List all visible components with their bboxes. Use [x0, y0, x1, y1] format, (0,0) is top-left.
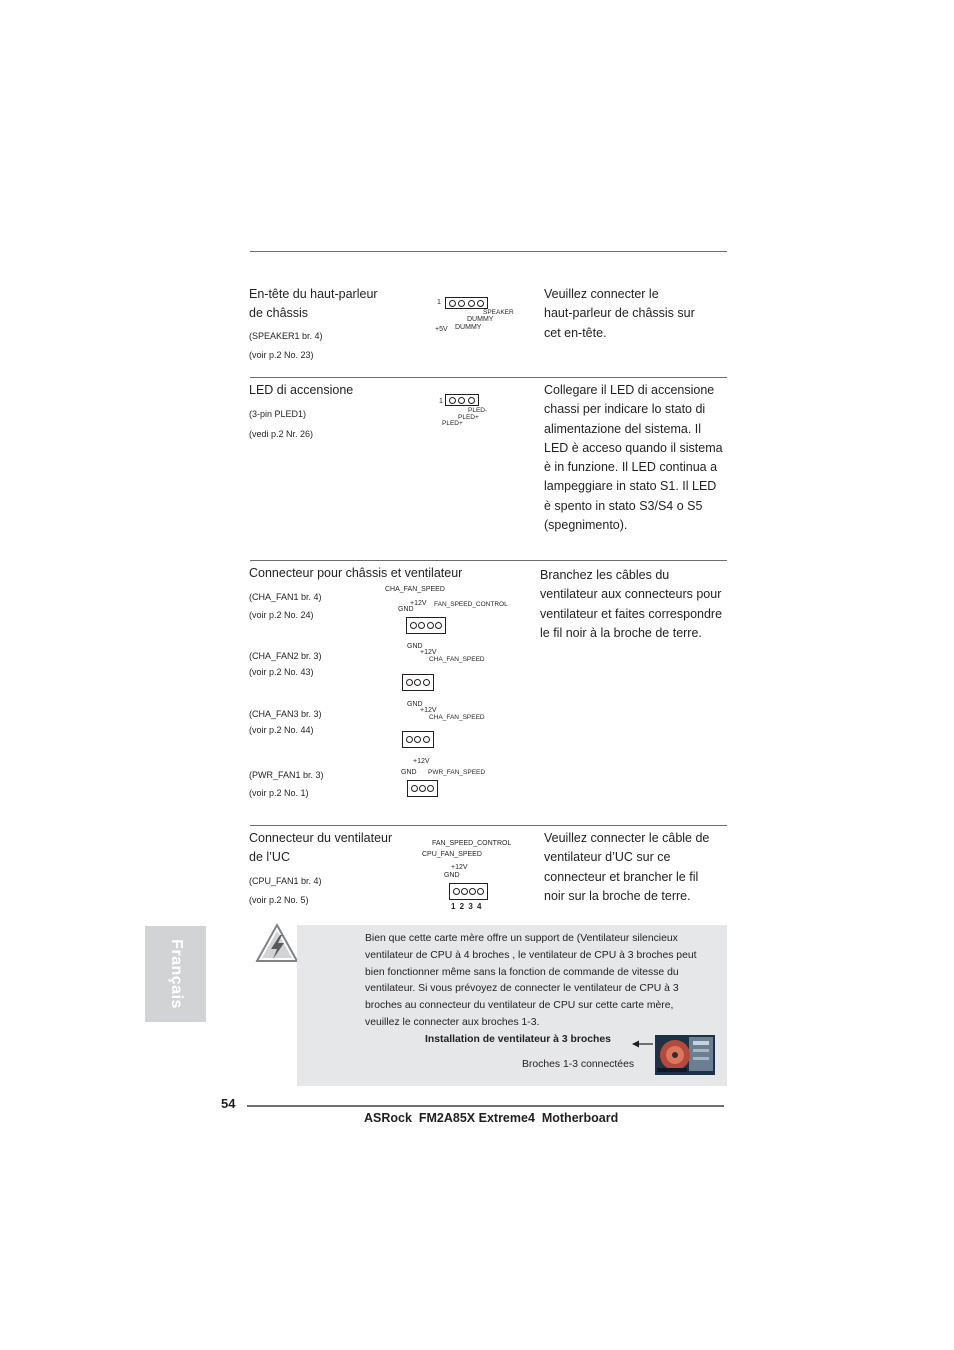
arrow-left-icon	[632, 1036, 654, 1046]
led-sub: (3-pin PLED1) (vedi p.2 Nr. 26)	[249, 409, 314, 439]
cha-fan2-sub: (CHA_FAN2 br. 3) (voir p.2 No. 43)	[249, 651, 322, 677]
top-rule	[250, 251, 727, 252]
cpu-fan-sub: (CPU_FAN1 br. 4) (voir p.2 No. 5)	[249, 876, 322, 905]
footer-rule	[247, 1105, 724, 1107]
cha-fan1-sub: (CHA_FAN1 br. 4) (voir p.2 No. 24)	[249, 592, 322, 620]
fan-desc: Branchez les câbles du ventilateur aux connecteurs pour ventilateur et faites correspondre le fil noir à la broche de terre.	[540, 568, 723, 640]
note-box	[297, 925, 727, 1086]
pwr-fan1-sub: (PWR_FAN1 br. 3) (voir p.2 No. 1)	[249, 770, 324, 798]
install-caption: Broches 1-3 connectées	[522, 1059, 635, 1070]
rule-2	[250, 560, 727, 561]
rule-1	[250, 377, 727, 378]
speaker-sub: (SPEAKER1 br. 4) (voir p.2 No. 23)	[249, 331, 323, 360]
warning-icon	[254, 922, 300, 964]
install-title: Installation de ventilateur à 3 broches	[425, 1034, 611, 1045]
page-number: 54	[221, 1096, 236, 1111]
pwr-fan1-diagram: +12V GND PWR_FAN_SPEED	[400, 757, 500, 801]
cha-fan3-diagram: GND +12V CHA_FAN_SPEED	[400, 700, 500, 752]
speaker-title: En-tête du haut-parleur de châssis	[249, 287, 378, 321]
led-title: LED di accensione	[249, 383, 354, 397]
led-desc: Collegare il LED di accensione chassi per indicare lo stato di alimentazione del sistema. Il LED è acceso quando il sistema è in funzione. Il LED continua a lampeggiare in stato S1. Il LED è spento in stato S3/S4 o S5 (spegnimento).	[544, 383, 723, 533]
speaker-desc: Veuillez connecter le haut-parleur de châssis sur cet en-tête.	[544, 287, 695, 340]
cha-fan2-diagram: GND +12V CHA_FAN_SPEED	[400, 642, 500, 694]
led-diagram: 1 PLED- PLED+ PLED+	[438, 391, 528, 431]
fan-install-photo	[655, 1035, 715, 1075]
language-side-tab: Français	[145, 926, 206, 1022]
cpu-fan-desc: Veuillez connecter le câble de ventilateur d’UC sur ce connecteur et brancher le fil noir sur la broche de terre.	[544, 831, 710, 903]
cpu-fan-diagram: FAN_SPEED_CONTROL CPU_FAN_SPEED +12V GND 1 2 3 4	[422, 840, 512, 911]
fan-title: Connecteur pour châssis et ventilateur	[249, 566, 463, 580]
cha-fan1-diagram: CHA_FAN_SPEED +12V GND FAN_SPEED_CONTROL	[380, 585, 530, 637]
footer-title: ASRock FM2A85X Extreme4 Motherboard	[364, 1111, 619, 1125]
note-text: Bien que cette carte mère offre un support de (Ventilateur silencieux ventilateur de CPU à 4 broches , le ventilateur de CPU à 3 broches peut bien fonctionner même sans la fonction de commande de vitesse du ventilateur. Si vous prévoyez de connecter le ventilateur de CPU à 3 broches au connecteur du ventilateur de CPU sur cette carte mère, veuillez le connecter aux broches 1-3.	[365, 933, 697, 1028]
cpu-fan-title: Connecteur du ventilateur de l’UC	[249, 831, 393, 865]
cha-fan3-sub: (CHA_FAN3 br. 3) (voir p.2 No. 44)	[249, 709, 322, 735]
rule-3	[250, 825, 727, 826]
speaker-diagram: 1 SPEAKER DUMMY +5V DUMMY	[435, 299, 514, 333]
